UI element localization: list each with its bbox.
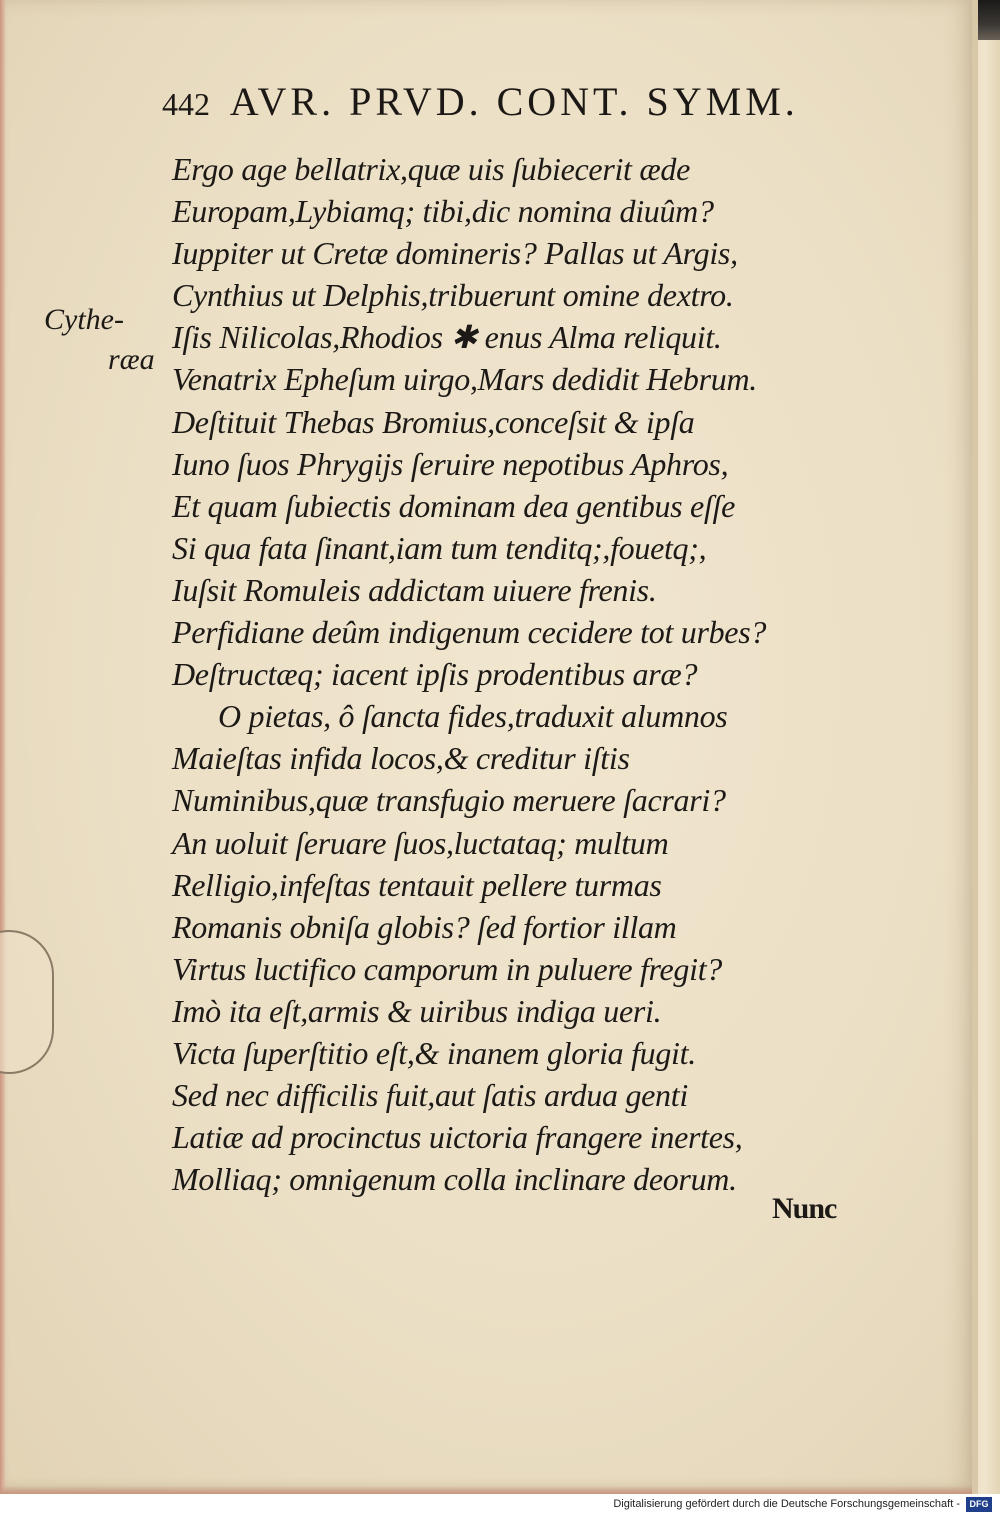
running-header <box>162 78 842 128</box>
verse-line: Imò ita eſt,armis & uiribus indiga ueri. <box>172 992 662 1029</box>
verse-line: Latiæ ad procinctus uictoria frangere inertes, <box>172 1119 743 1156</box>
verse-line: Virtus luctifico camporum in puluere fregit? <box>172 950 722 987</box>
verse-line: Si qua fata ſinant,iam tum tenditq;,fouetq;, <box>172 529 707 566</box>
page-left-edge <box>0 0 6 1494</box>
catchword: Nunc <box>772 1192 837 1225</box>
verse-line: Maieſtas infida locos,& creditur iſtis <box>172 740 630 777</box>
verse-line: Deſtructæq; iacent ipſis prodentibus aræ? <box>172 656 698 693</box>
verse-line: O pietas, ô ſancta fides,traduxit alumnos <box>218 698 728 735</box>
digitization-footer <box>0 1494 1000 1516</box>
verse-line: Molliaq; omnigenum colla inclinare deorum. <box>172 1161 737 1198</box>
verse-line: Sed nec difficilis fuit,aut ſatis ardua genti <box>172 1077 688 1114</box>
verse-line: Iuno ſuos Phrygijs ſeruire nepotibus Aphros, <box>172 445 729 482</box>
funding-credit: Digitalisierung gefördert durch die Deutsche Forschungsgemeinschaft - <box>613 1498 960 1510</box>
verse-line: Relligio,infeſtas tentauit pellere turmas <box>172 866 662 903</box>
verse-line: Iſis Nilicolas,Rhodios ✱ enus Alma reliquit. <box>172 319 722 356</box>
verse-line: Ergo age bellatrix,quæ uis ſubiecerit æde <box>172 151 690 187</box>
marginal-note-line-1: Cythe- <box>44 303 124 336</box>
marginal-note <box>44 300 164 380</box>
verse-line: Europam,Lybiamq; tibi,dic nomina diuûm? <box>172 193 714 230</box>
verse-line: Et quam ſubiectis dominam dea gentibus eſſe <box>172 487 736 524</box>
running-title: AVR. PRVD. CONT. SYMM. <box>229 79 799 124</box>
ribbon-tab <box>0 930 54 1074</box>
verse-block <box>172 148 812 1200</box>
verse-line: Venatrix Epheſum uirgo,Mars dedidit Hebrum. <box>172 361 757 398</box>
page-number: 442 <box>162 86 210 122</box>
marginal-note-line-2: ræa <box>108 343 155 376</box>
verse-line: An uoluit ſeruare ſuos,luctataq; multum <box>172 824 669 861</box>
verse-line: Cynthius ut Delphis,tribuerunt omine dextro. <box>172 277 734 314</box>
verse-line: Victa ſuperſtitio eſt,& inanem gloria fugit. <box>172 1034 696 1071</box>
verse-line: Iuſsit Romuleis addictam uiuere frenis. <box>172 571 657 608</box>
verse-line: Numinibus,quæ transfugio meruere ſacrari? <box>172 782 726 819</box>
verse-line: Romanis obniſa globis? ſed fortior illam <box>172 908 677 945</box>
dfg-logo-icon: DFG <box>966 1497 992 1512</box>
verse-line: Iuppiter ut Cretæ domineris? Pallas ut Argis, <box>172 235 738 272</box>
verse-line: Deſtituit Thebas Bromius,conceſsit & ipſa <box>172 403 695 440</box>
verse-line: Perfidiane deûm indigenum cecidere tot urbes? <box>172 614 767 651</box>
page-bottom-edge <box>0 1486 972 1494</box>
